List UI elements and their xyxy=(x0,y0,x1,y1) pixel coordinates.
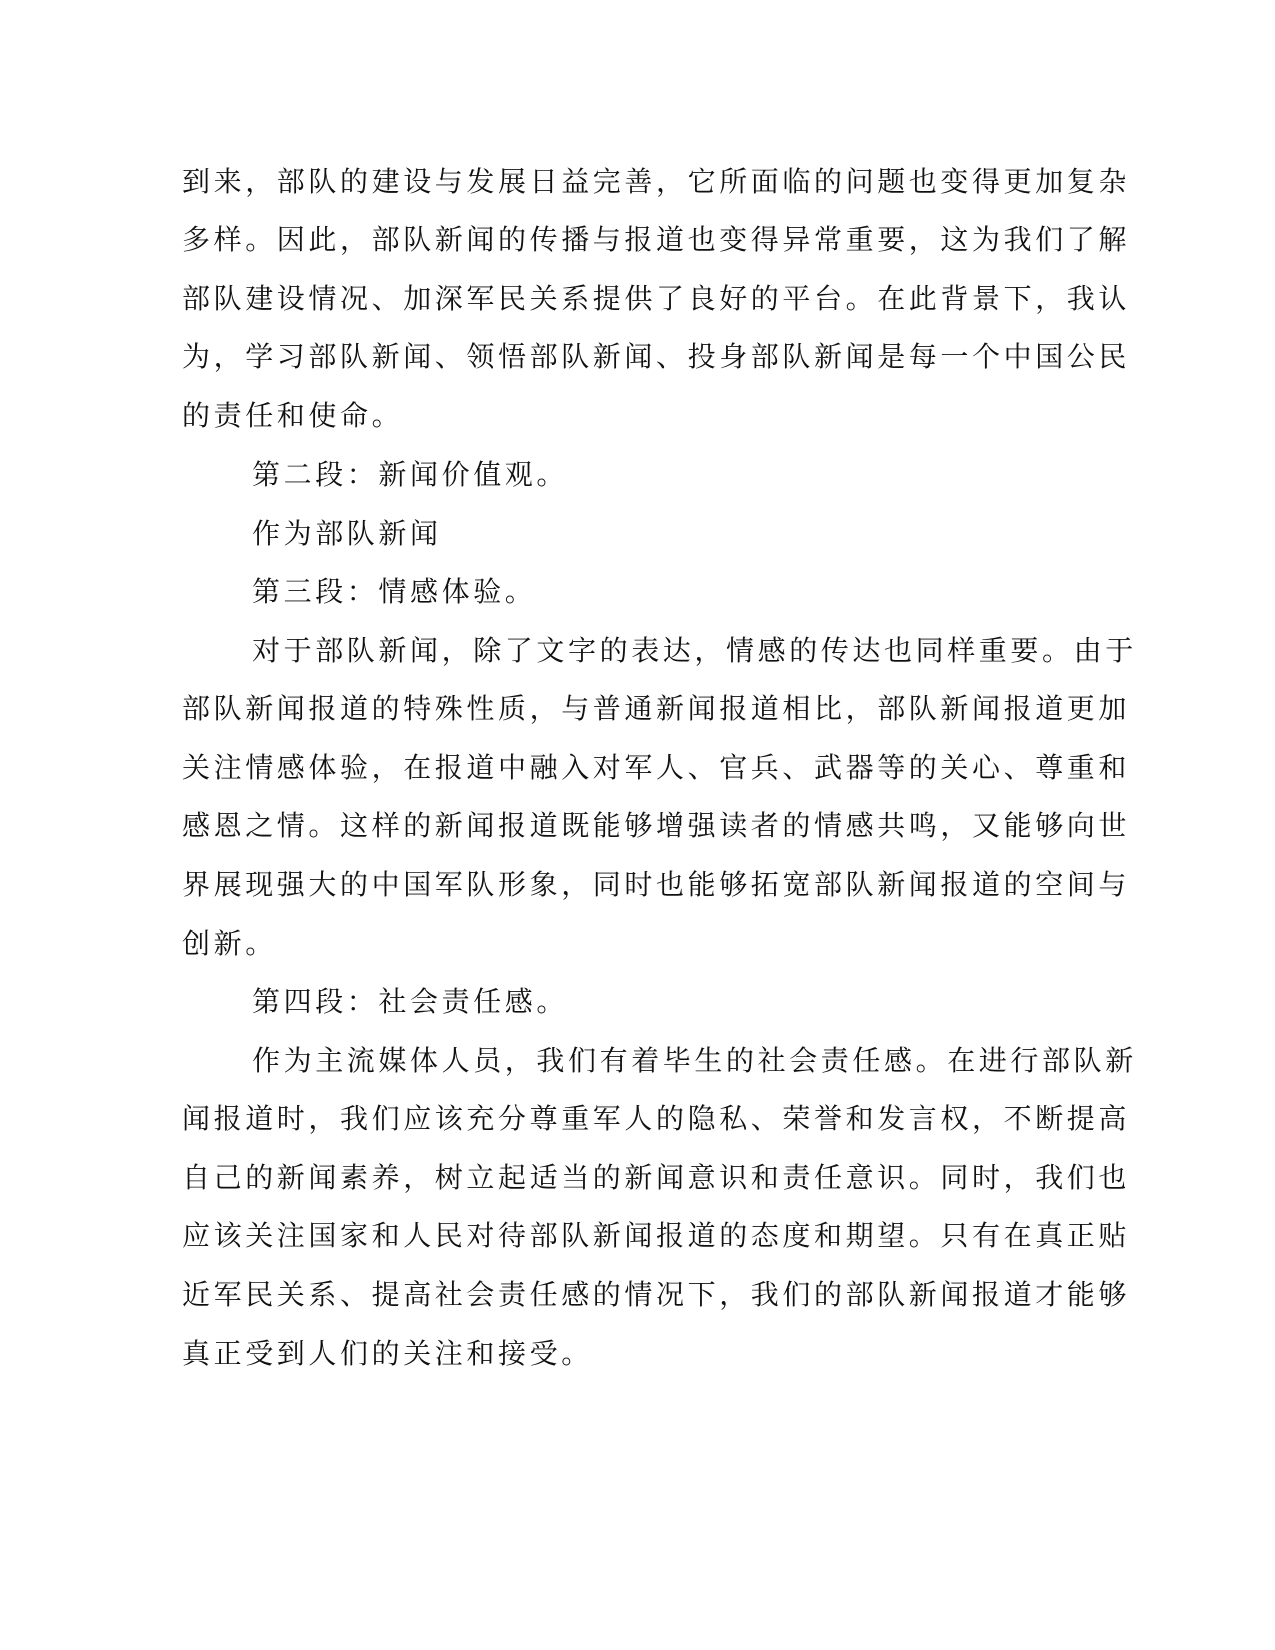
body-line: 关注情感体验，在报道中融入对军人、官兵、武器等的关心、尊重和 xyxy=(182,751,1131,784)
body-line: 到来，部队的建设与发展日益完善，它所面临的问题也变得更加复杂 xyxy=(182,165,1131,198)
section-heading-4: 第四段：社会责任感。 xyxy=(252,985,569,1018)
section-heading-2: 第二段：新闻价值观。 xyxy=(252,458,569,491)
body-line: 界展现强大的中国军队形象，同时也能够拓宽部队新闻报道的空间与 xyxy=(182,868,1131,901)
body-line: 多样。因此，部队新闻的传播与报道也变得异常重要，这为我们了解 xyxy=(182,223,1131,256)
body-line: 作为部队新闻 xyxy=(252,517,442,550)
body-line: 近军民关系、提高社会责任感的情况下，我们的部队新闻报道才能够 xyxy=(182,1278,1131,1311)
body-line: 对于部队新闻，除了文字的表达，情感的传达也同样重要。由于 xyxy=(252,634,1137,667)
body-line: 部队新闻报道的特殊性质，与普通新闻报道相比，部队新闻报道更加 xyxy=(182,692,1131,725)
body-line: 闻报道时，我们应该充分尊重军人的隐私、荣誉和发言权，不断提高 xyxy=(182,1102,1131,1135)
body-line: 为，学习部队新闻、领悟部队新闻、投身部队新闻是每一个中国公民 xyxy=(182,340,1131,373)
body-line: 的责任和使命。 xyxy=(182,399,404,432)
section-heading-3: 第三段：情感体验。 xyxy=(252,575,537,608)
body-line: 作为主流媒体人员，我们有着毕生的社会责任感。在进行部队新 xyxy=(252,1044,1137,1077)
body-line: 应该关注国家和人民对待部队新闻报道的态度和期望。只有在真正贴 xyxy=(182,1219,1131,1252)
body-line: 感恩之情。这样的新闻报道既能够增强读者的情感共鸣，又能够向世 xyxy=(182,809,1131,842)
body-line: 创新。 xyxy=(182,927,277,960)
body-line: 部队建设情况、加深军民关系提供了良好的平台。在此背景下，我认 xyxy=(182,282,1131,315)
body-line: 自己的新闻素养，树立起适当的新闻意识和责任意识。同时，我们也 xyxy=(182,1161,1131,1194)
body-line: 真正受到人们的关注和接受。 xyxy=(182,1337,593,1370)
